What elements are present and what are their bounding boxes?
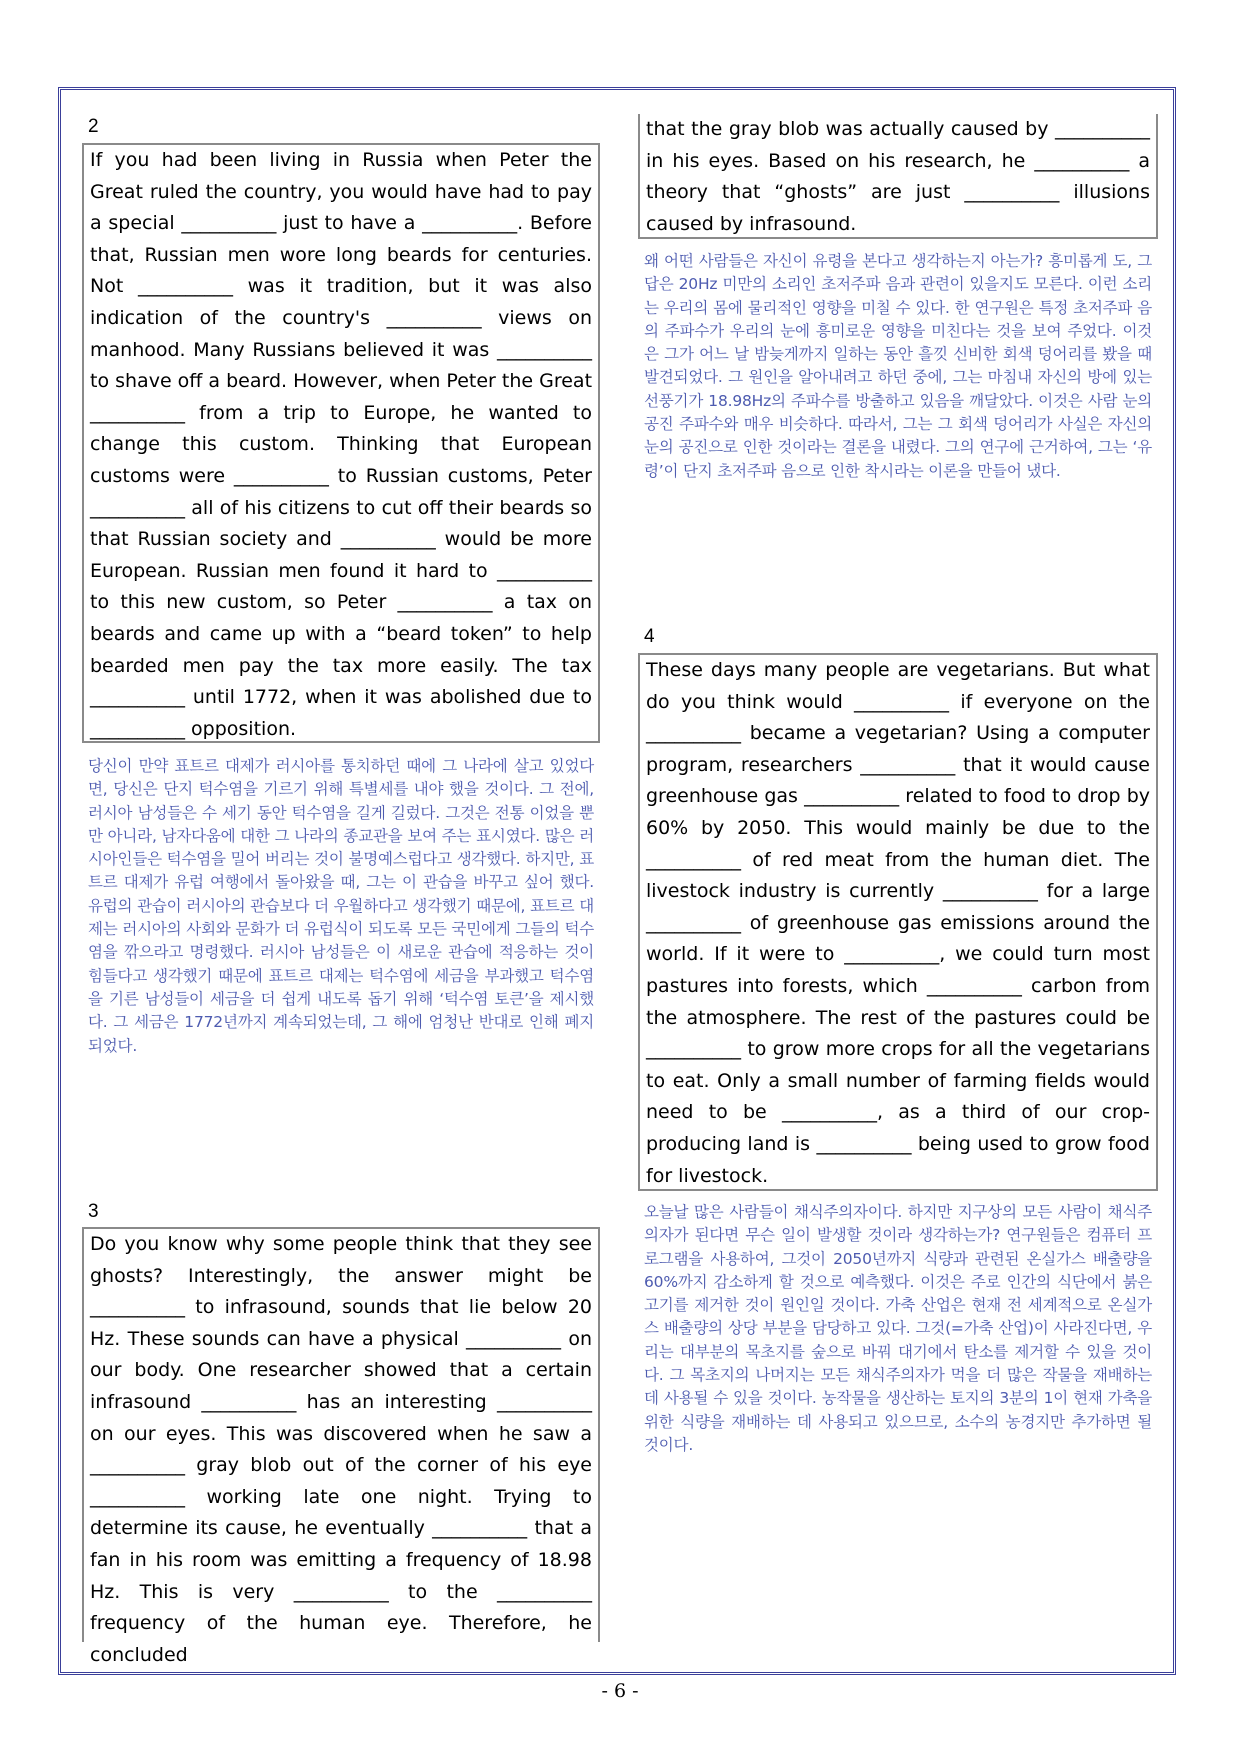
- passage-4-korean-translation: 오늘날 많은 사람들이 채식주의자이다. 하지만 지구상의 모든 사람이 채식주의자가 된다면 무슨 일이 발생할 것이라 생각하는가? 연구원들은 컴퓨터 프로그램을 사용하여, 그것이 2050년까지 식량과 관련된 온실가스 배출량을 60%까지 감소하게 할 것으로 예측했다. 이것은 주로 인간의 식단에서 붉은 고기를 제거한 것이 원인일 것이다. 가축 산업은 현재 전 세계적으로 온실가스 배출량의 상당 부분을 담당하고 있다. 그것(=가축 산업)이 사라진다면, 우리는 대부분의 목초지를 숲으로 바꿔 대기에서 탄소를 제거할 수 있을 것이다. 그 목초지의 나머지는 모든 채식주의자가 먹을 더 많은 작물을 재배하는 데 사용될 수 있을 것이다. 농작물을 생산하는 토지의 3분의 1이 현재 가축을 위한 식량을 재배하는 데 사용되고 있으므로, 소수의 농경지만 추가하면 될 것이다.: [644, 1203, 1152, 1454]
- passage-3-korean-translation: 왜 어떤 사람들은 자신이 유령을 본다고 생각하는지 아는가? 흥미롭게 도, 그 답은 20Hz 미만의 소리인 초저주파 음과 관련이 있을지도 모른다. 이런 소리는 우리의 몸에 물리적인 영향을 미칠 수 있다. 한 연구원은 특정 초저주파 음의 주파수가 우리의 눈에 흥미로운 영향을 미친다는 것을 보여 주었다. 이것은 그가 어느 날 밤늦게까지 일하는 동안 흘낏 신비한 회색 덩어리를 봤을 때 발견되었다. 그 원인을 알아내려고 하던 중에, 그는 마침내 자신의 방에 있는 선풍기가 18.98Hz의 주파수를 방출하고 있음을 깨달았다. 이것은 사람 눈의 공진 주파수와 매우 비슷하다. 따라서, 그는 그 회색 덩어리가 사실은 자신의 눈의 공진으로 인한 것이라는 결론을 내렸다. 그의 연구에 근거하여, 그는 ‘유령’이 단지 초저주파 음으로 인한 착시라는 이론을 만들어 냈다.: [644, 252, 1152, 480]
- page-number: - 6 -: [601, 1680, 639, 1702]
- passage-2-english-text: If you had been living in Russia when Peter the Great ruled the country, you would have had to pay a special __________ just to have a __________. Before that, Russian men wore long beards for centuries. Not __________ was it tradition, but it was also indication of the country's __________ views on manhood. Many Russians believed it was __________ to shave off a beard. However, when Peter the Great __________ from a trip to Europe, he wanted to change this custom. Thinking that European customs were __________ to Russian customs, Peter __________ all of his citizens to cut off their beards so that Russian society and __________ would be more European. Russian men found it hard to __________ to this new custom, so Peter __________ a tax on beards and came up with a “beard token” to help bearded men pay the tax more easily. The tax __________ until 1772, when it was abolished due to __________ opposition.: [90, 149, 593, 740]
- passage-2-english-box: [82, 143, 600, 743]
- passage-2-korean-translation: 당신이 만약 표트르 대제가 러시아를 통치하던 때에 그 나라에 살고 있었다면, 당신은 단지 턱수염을 기르기 위해 특별세를 내야 했을 것이다. 그 전에, 러시아 남성들은 수 세기 동안 턱수염을 길게 길렀다. 그것은 전통 이었을 뿐만 아니라, 남자다움에 대한 그 나라의 종교관을 보여 주는 표시였다. 많은 러시아인들은 턱수염을 밀어 버리는 것이 불명예스럽다고 생각했다. 하지만, 표트르 대제가 유럽 여행에서 돌아왔을 때, 그는 이 관습을 바꾸고 싶어 했다. 유럽의 관습이 러시아의 관습보다 더 우월하다고 생각했기 때문에, 표트르 대제는 러시아의 사회와 문화가 더 유럽식이 되도록 모든 국민에게 그들의 턱수염을 깎으라고 명령했다. 러시아 남성들은 이 새로운 관습에 적응하는 것이 힘들다고 생각했기 때문에 표트르 대제는 턱수염에 세금을 부과했고 턱수염을 기른 남성들이 세금을 더 쉽게 내도록 돕기 위해 ‘턱수염 토큰’을 제시했다. 그 세금은 1772년까지 계속되었는데, 그 해에 엄청난 반대로 인해 폐지되었다.: [88, 757, 594, 1055]
- passage-3-number: 3: [88, 1201, 99, 1222]
- passage-3-english-text-part2: that the gray blob was actually caused by __________ in his eyes. Based on his research, he __________ a theory that “ghosts” are just __________ illusions caused by infrasound.: [646, 118, 1150, 235]
- passage-3-english-box-part2: [638, 114, 1158, 239]
- passage-4-english-box: [638, 653, 1158, 1191]
- passage-2-number: 2: [88, 116, 99, 137]
- passage-4-english-text: These days many people are vegetarians. But what do you think would __________ if everyone on the __________ became a vegetarian? Using a computer program, researchers __________ that it would cause greenhouse gas __________ related to food to drop by 60% by 2050. This would mainly be due to the __________ of red meat from the human diet. The livestock industry is currently __________ for a large __________ of greenhouse gas emissions around the world. If it were to __________, we could turn most pastures into forests, which __________ carbon from the atmosphere. The rest of the pastures could be __________ to grow more crops for all the vegetarians to eat. Only a small number of farming fields would need to be __________, as a third of our crop-producing land is __________ being used to grow food for livestock.: [646, 659, 1150, 1187]
- passage-4-number: 4: [644, 626, 655, 647]
- passage-3-english-text-part1: Do you know why some people think that they see ghosts? Interestingly, the answer might be __________ to infrasound, sounds that lie below 20 Hz. These sounds can have a physical __________ on our body. One researcher showed that a certain infrasound __________ has an interesting __________ on our eyes. This was discovered when he saw a __________ gray blob out of the corner of his eye __________ working late one night. Trying to determine its cause, he eventually __________ that a fan in his room was emitting a frequency of 18.98 Hz. This is very __________ to the __________ frequency of the human eye. Therefore, he concluded: [90, 1233, 592, 1666]
- passage-3-english-box-part1: [82, 1227, 600, 1666]
